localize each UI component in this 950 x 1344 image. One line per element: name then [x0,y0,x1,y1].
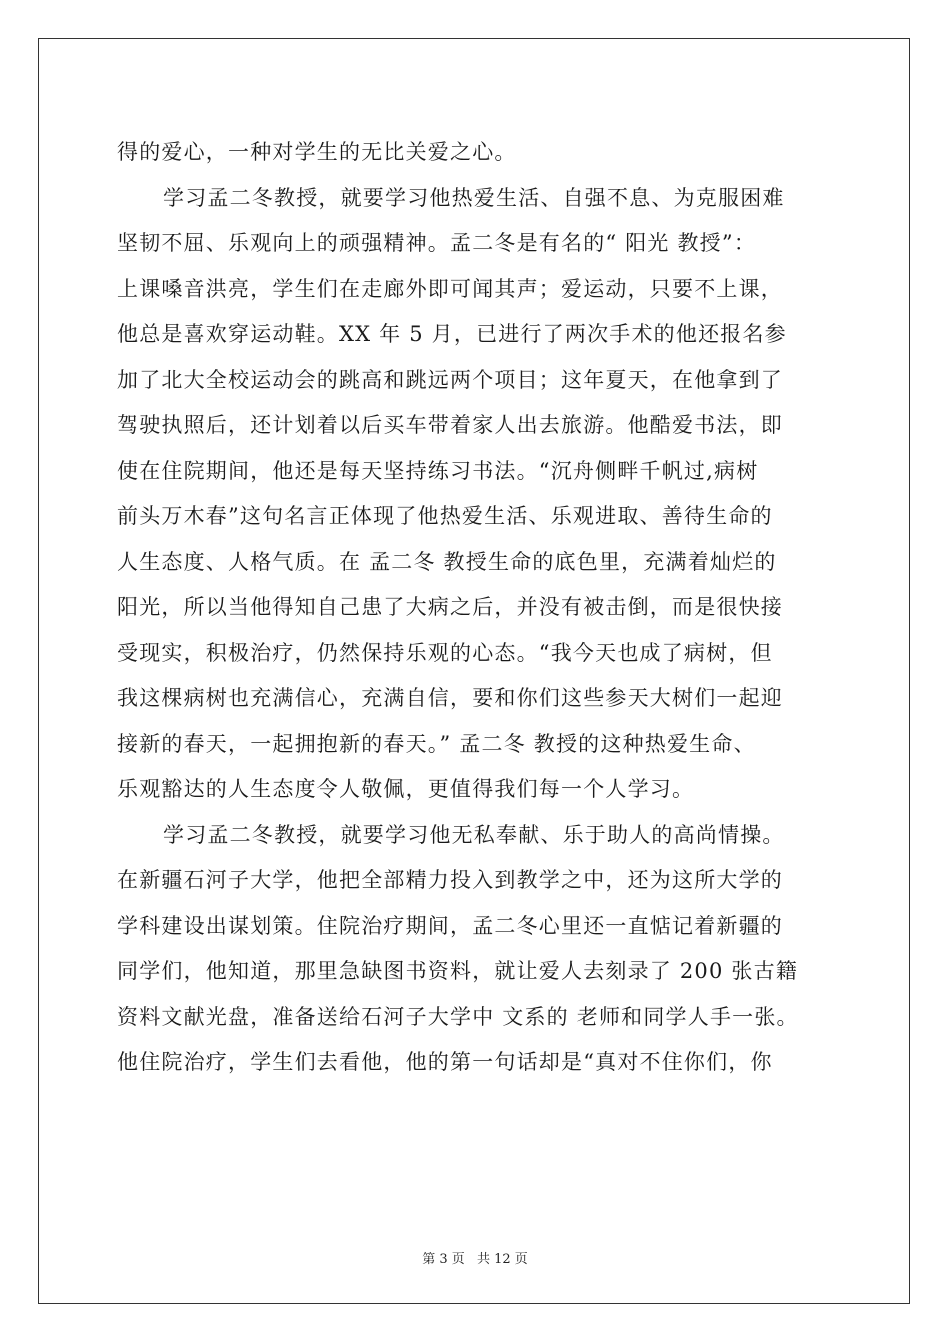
document-body [117,130,837,1086]
text-line: 得的爱心，一种对学生的无比关爱之心。 [117,140,517,164]
text-line: 接新的春天，一起拥抱新的春天。” 孟二冬 教授的这种热爱生命、 [117,731,756,756]
text-line: 学科建设出谋划策。住院治疗期间，孟二冬心里还一直惦记着新疆的 [117,913,783,938]
text-line: 他总是喜欢穿运动鞋。XX 年 5 月，已进行了两次手术的他还报名参 [117,322,787,346]
text-line: 加了北大全校运动会的跳高和跳远两个项目；这年夏天，在他拿到了 [117,367,783,392]
paragraph-start-line: 学习孟二冬教授，就要学习他热爱生活、自强不息、为克服困难 [163,185,785,210]
text-line: 乐观豁达的人生态度令人敬佩，更值得我们每一个人学习。 [117,777,695,801]
paragraph-start-line: 学习孟二冬教授，就要学习他无私奉献、乐于助人的高尚情操。 [163,822,785,847]
text-line: 同学们，他知道，那里急缺图书资料，就让爱人去刻录了 200 张古籍 [117,959,799,983]
text-line: 受现实，积极治疗，仍然保持乐观的心态。“我今天也成了病树，但 [117,640,773,665]
page-footer [0,1248,950,1267]
text-line: 上课嗓音洪亮，学生们在走廊外即可闻其声；爱运动，只要不上课， [117,276,783,301]
text-line: 在新疆石河子大学，他把全部精力投入到教学之中，还为这所大学的 [117,868,783,892]
text-line: 资料文献光盘，准备送给石河子大学中 文系的 老师和同学人手一张。 [117,1004,799,1029]
text-line: 坚韧不屈、乐观向上的顽强精神。孟二冬是有名的“ 阳光 教授”： [117,231,757,255]
text-line: 使在住院期间，他还是每天坚持练习书法。“沉舟侧畔千帆过,病树 [117,458,759,483]
text-line: 阳光，所以当他得知自己患了大病之后，并没有被击倒，而是很快接 [117,595,783,619]
text-line: 他住院治疗，学生们去看他，他的第一句话却是“真对不住你们，你 [117,1050,773,1074]
page-number: 第 3 页 [422,1252,465,1267]
text-line: 前头万木春”这句名言正体现了他热爱生活、乐观进取、善待生命的 [117,504,773,528]
text-line: 人生态度、人格气质。在 孟二冬 教授生命的底色里，充满着灿烂的 [117,549,777,574]
text-line: 驾驶执照后，还计划着以后买车带着家人出去旅游。他酷爱书法，即 [117,413,783,437]
text-line: 我这棵病树也充满信心，充满自信，要和你们这些参天大树们一起迎 [117,686,783,710]
page-total: 共 12 页 [476,1252,528,1267]
